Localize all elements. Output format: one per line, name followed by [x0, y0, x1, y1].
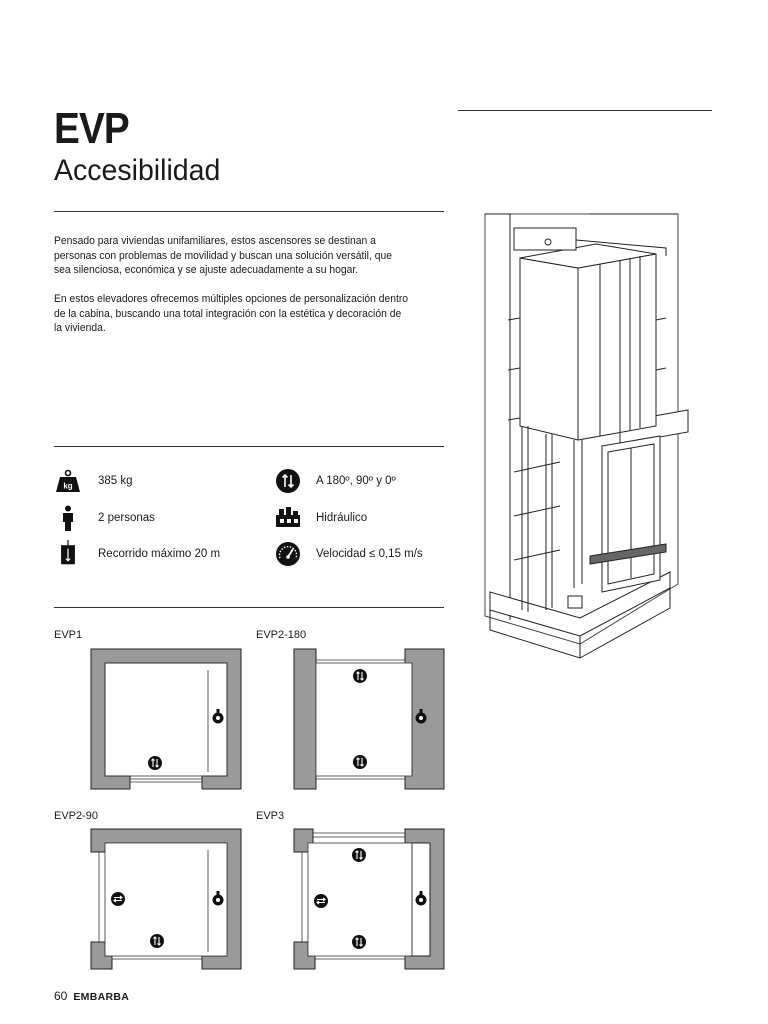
- top-right-divider: [458, 110, 712, 111]
- plan-evp2-90: [90, 828, 242, 970]
- machine-icon: [213, 709, 224, 724]
- spec-speed: Velocidad ≤ 0,15 m/s: [316, 548, 423, 560]
- spec-persons: 2 personas: [98, 512, 155, 524]
- plan-label-evp3: EVP3: [256, 810, 285, 822]
- intro-paragraph-1: Pensado para viviendas unifamiliares, estos ascensores se destinan a personas con problemas de movilidad y buscan una solución versátil, que sea silenciosa, económica y se ajuste adecuadamente a su hogar.: [54, 235, 392, 276]
- page-subtitle: Accesibilidad: [54, 154, 221, 187]
- svg-text:kg: kg: [63, 481, 73, 491]
- travel-icon: [55, 540, 81, 566]
- page-title: EVP: [54, 104, 129, 153]
- intro-paragraph-2: En estos elevadores ofrecemos múltiples opciones de personalización dentro de la cabina, buscando una total integración con la estética y decoración de la vivienda.: [54, 293, 409, 334]
- access-rotation-icon: [275, 468, 301, 494]
- plan-label-evp2-90: EVP2-90: [54, 810, 99, 822]
- brand-name: EMBARBA: [73, 991, 130, 1003]
- spec-weight: 385 kg: [98, 475, 133, 487]
- plan-label-evp1: EVP1: [54, 629, 83, 641]
- plan-evp2-180: [293, 648, 445, 790]
- access-icon: [148, 756, 162, 770]
- hydraulic-icon: [275, 505, 301, 531]
- person-icon: [55, 505, 81, 531]
- page-number: 60: [54, 989, 68, 1003]
- specs-bottom-divider: [54, 607, 444, 608]
- spec-access: A 180º, 90º y 0º: [316, 475, 396, 487]
- spec-drive: Hidráulico: [316, 512, 368, 524]
- elevator-illustration: [470, 200, 700, 660]
- spec-travel: Recorrido máximo 20 m: [98, 548, 221, 560]
- plan-evp3: [293, 828, 445, 970]
- page-footer: [54, 989, 129, 1003]
- speedometer-icon: [275, 541, 301, 567]
- weight-icon: [55, 468, 81, 494]
- title-divider: [54, 211, 444, 212]
- specs-top-divider: [54, 446, 444, 447]
- plan-label-evp2-180: EVP2-180: [256, 629, 307, 641]
- plan-evp1: [90, 648, 242, 790]
